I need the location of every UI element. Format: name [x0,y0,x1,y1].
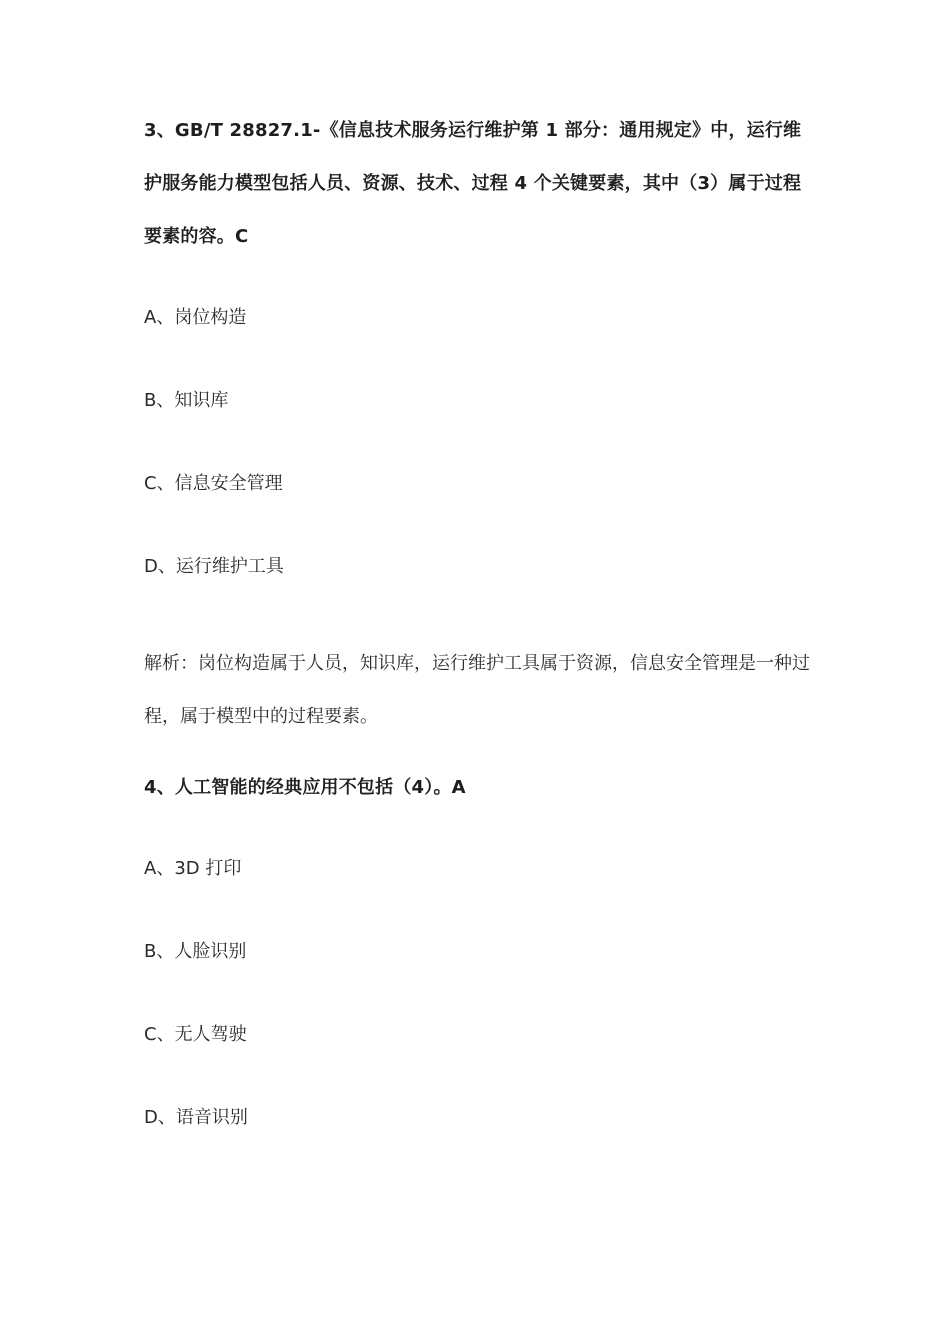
question-4-option-a: A、3D 打印 [144,858,242,879]
question-3-option-c: C、信息安全管理 [144,473,283,494]
question-3-text: 3、GB/T 28827.1-《信息技术服务运行维护第 1 部分：通用规定》中，运行维护服务能力模型包括人员、资源、技术、过程 4 个关键要素，其中（3）属于过程要素的容。C [144,120,802,247]
question-4-option-c: C、无人驾驶 [144,1024,247,1045]
question-3-option-a: A、岗位构造 [144,307,247,328]
question-3-option-b: B、知识库 [144,390,229,411]
question-4-text: 4、人工智能的经典应用不包括（4）。A [144,777,466,798]
question-4-option-d: D、语音识别 [144,1107,248,1128]
question-4-option-b: B、人脸识别 [144,941,247,962]
document-content [144,104,812,1133]
question-3-option-d: D、运行维护工具 [144,556,284,577]
question-3-analysis: 解析：岗位构造属于人员，知识库，运行维护工具属于资源，信息安全管理是一种过程，属于模型中的过程要素。 [144,653,810,727]
